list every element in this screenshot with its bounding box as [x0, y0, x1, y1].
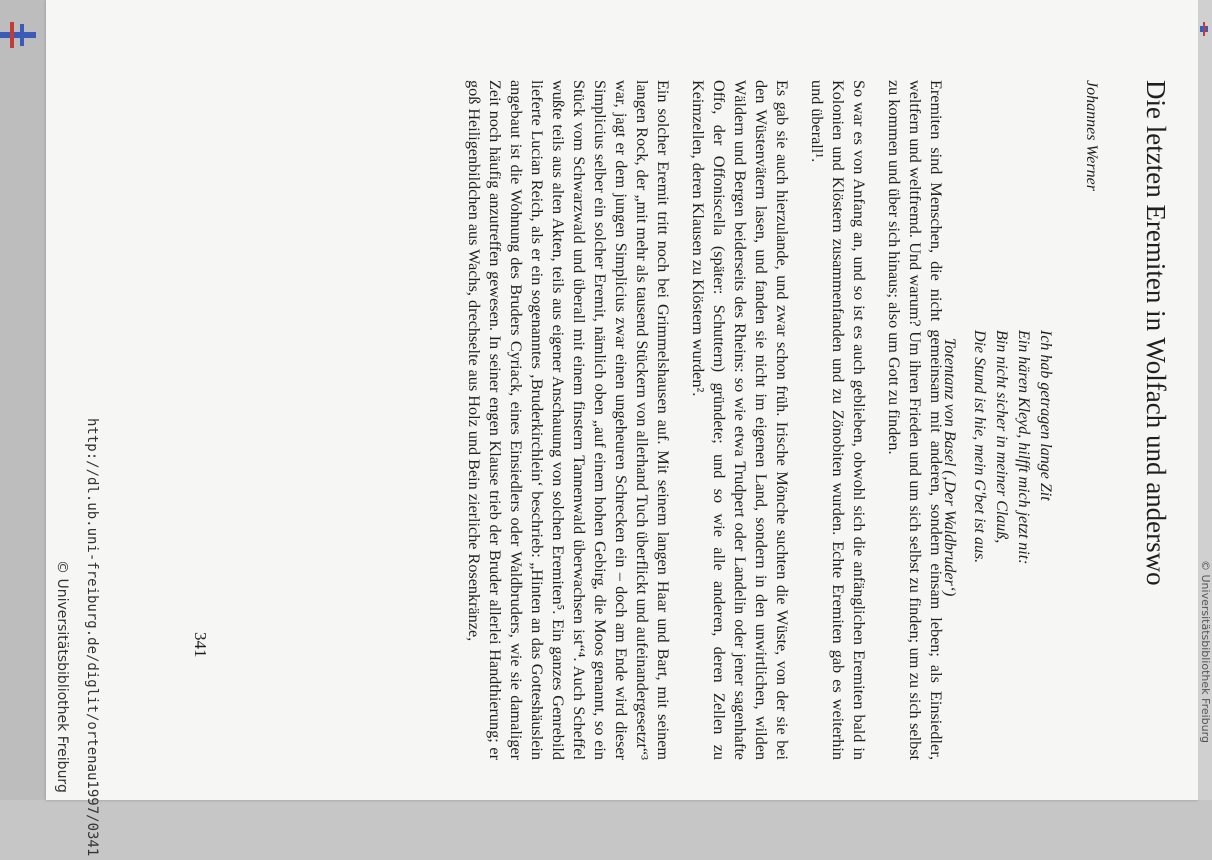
page-number: 341 [191, 632, 210, 658]
body-paragraph: Ein solcher Eremit tritt noch bei Grimmelshausen auf. Mit seinem langen Haar und Bart, mit seinem langen Rock, der „mit mehr als tausend Stückern von allerhand Tuch überflickt und aufeinandergesetzt“³ war, jagt er dem jungen Simplicius zwar einen ungeheuren Schrecken ein – doch am Ende wird dieser Simplicius selber ein solcher Eremit, nämlich oben „auf einem hohen Gebirg, die Moos genannt, so ein Stück vom Schwarzwald und überall mit einem finstern Tannenwald überwachsen ist“⁴. Auch Scheffel wußte teils aus alten Akten, teils aus eigener Anschauung von solchen Eremiten⁵. Ein ganzes Genrebild lieferte Lucian Reich, als er ein sogenanntes ‚Bruderkirchlein‘ beschrieb: „Hinten an das Gotteshäuslein angebaut ist die Wohnung des Bruders Cyriack, eines Einsiedlers oder Waldbruders, wie sie damaliger Zeit noch häufig anzutreffen gewesen. In seiner engen Klause trieb der Bruder allerlei Handthierung; er goß Heiligenbildchen aus Wachs, drechselte aus Holz und Bein zierliche Rosenkränze, [465, 80, 672, 760]
scanned-page [46, 0, 1198, 857]
footer-permalink[interactable]: http://dl.ub.uni-freiburg.de/diglit/ortenau1997/0341 [84, 418, 100, 857]
body-paragraph: So war es von Anfang an, und so ist es auch geblieben, obwohl sich die anfänglichen Eremiten bald in Kolonien und Klöstern zusammenfanden und zu Zönobiten wurden. Echte Eremiten gab es weiterhin und überall¹. [808, 80, 868, 760]
next-page-margin-text: © Universitätsbibliothek Freiburg [1199, 560, 1212, 743]
footer-copyright: © Universitätsbibliothek Freiburg [54, 560, 70, 793]
viewer-left-margin [0, 0, 46, 800]
article-title: Die letzten Eremiten in Wolfach und anderswo [1141, 80, 1171, 586]
body-paragraph: Eremiten sind Menschen, die nicht gemeinsam mit anderen, sondern einsam leben; als Einsiedler, weltfern und weltfremd. Und warum? Um ihren Frieden und um sich selbst zu finden; um zu sich selbst zu kommen und über sich hinaus; also um Gott zu finden. [885, 80, 945, 760]
rotated-page-content [46, 0, 1198, 857]
next-page-logo-icon [1200, 22, 1208, 36]
body-paragraph: Es gab sie auch hierzulande, und zwar schon früh. Irische Mönche suchten die Wüste, von der sie bei den Wüstenvätern lasen, und fanden sie nicht im eigenen Land, sondern in den unwirtlichen, wilden Wäldern und Bergen beiderseits des Rheins: so wie etwa Trudpert oder Landelin oder jener sagenhafte Offo, der Offoniscella (später: Schuttern) gründete; und so wie alle anderen, deren Zellen zu Keimzellen, deren Klausen zu Klöstern wurden². [689, 80, 791, 760]
motto-source: Totentanz von Basel (‚Der Waldbruder‘) [941, 338, 958, 597]
document-viewer-logo-icon[interactable] [0, 22, 36, 48]
motto-verse [938, 330, 1056, 770]
motto-line: Ich hab getragen lange Zit [1037, 330, 1054, 501]
motto-line: Die Stund ist hie, mein G'bet ist aus. [971, 330, 988, 564]
motto-line: Ein hären Kleyd, hilfft mich jetzt nit: [1015, 330, 1032, 565]
article-body [449, 80, 946, 760]
author-name: Johannes Werner [1083, 80, 1100, 191]
motto-line: Bin nicht sicher in meiner Clauß, [993, 330, 1010, 544]
